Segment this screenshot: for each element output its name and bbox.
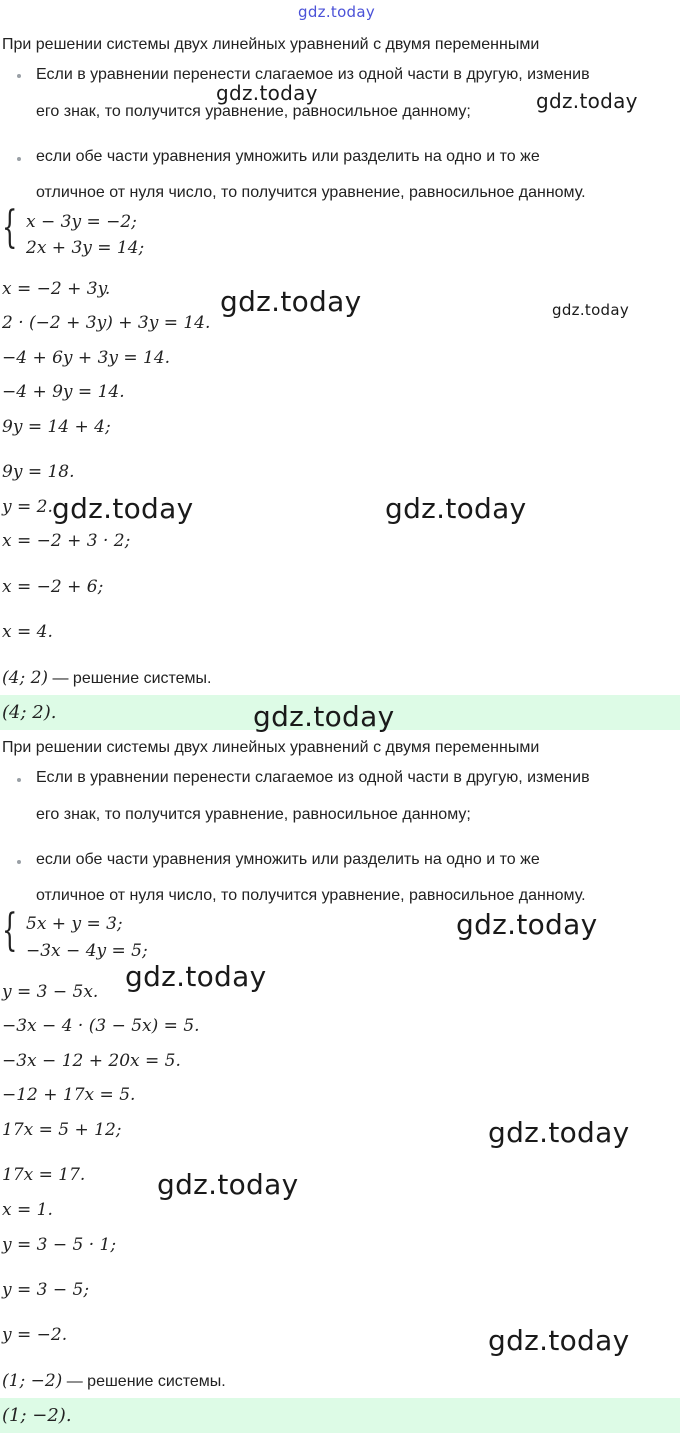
solution-step: x = −2 + 3 · 2; — [2, 531, 131, 551]
bullet-line: Если в уравнении перенести слагаемое из одной части в другую, изменив — [36, 769, 590, 786]
solution-step: y = 2. — [2, 497, 53, 517]
bullet-line: его знак, то получится уравнение, равносильное данному; — [36, 103, 471, 120]
system-equation: 5x + y = 3; — [26, 914, 123, 934]
bullet-dot — [17, 778, 21, 782]
solution-step: −4 + 6y + 3y = 14. — [2, 348, 171, 368]
watermark: gdz.today — [125, 960, 267, 993]
section-intro: При решении системы двух линейных уравнений с двумя переменными — [2, 739, 540, 756]
bullet-dot — [17, 860, 21, 864]
solution-step: x = −2 + 3y. — [2, 279, 111, 299]
watermark: gdz.today — [536, 89, 638, 113]
system-equation: 2x + 3y = 14; — [26, 238, 145, 258]
solution-step: y = −2. — [2, 1325, 68, 1345]
solution-step: 17x = 17. — [2, 1165, 86, 1185]
watermark: gdz.today — [385, 492, 527, 525]
solution-step: 9y = 18. — [2, 462, 75, 482]
section-intro: При решении системы двух линейных уравнений с двумя переменными — [2, 36, 540, 53]
watermark: gdz.today — [52, 492, 194, 525]
watermark: gdz.today — [220, 285, 362, 318]
solution-step: y = 3 − 5 · 1; — [2, 1235, 117, 1255]
answer-box — [0, 1398, 680, 1433]
solution-step: −3x − 12 + 20x = 5. — [2, 1051, 181, 1071]
bullet-line: Если в уравнении перенести слагаемое из одной части в другую, изменив — [36, 66, 590, 83]
watermark: gdz.today — [216, 81, 318, 105]
watermark: gdz.today — [552, 301, 630, 319]
solution-step: y = 3 − 5x. — [2, 982, 99, 1002]
watermark: gdz.today — [488, 1324, 630, 1357]
solution-step: −3x − 4 · (3 − 5x) = 5. — [2, 1016, 200, 1036]
bullet-line: отличное от нуля число, то получится уравнение, равносильное данному. — [36, 184, 586, 201]
bullet-line: отличное от нуля число, то получится уравнение, равносильное данному. — [36, 887, 586, 904]
solution-step: 2 · (−2 + 3y) + 3y = 14. — [2, 313, 211, 333]
solution-pair: (4; 2) — [2, 668, 49, 688]
solution-step: 9y = 14 + 4; — [2, 417, 111, 437]
watermark-top: gdz.today — [298, 3, 376, 21]
bullet-dot — [17, 157, 21, 161]
solution-text: — решение системы. — [48, 670, 212, 687]
watermark: gdz.today — [157, 1168, 299, 1201]
answer-value: (4; 2). — [2, 702, 57, 723]
system-brace: { — [2, 905, 18, 956]
solution-step: x = −2 + 6; — [2, 577, 104, 597]
solution-step: −4 + 9y = 14. — [2, 382, 125, 402]
solution-step: 17x = 5 + 12; — [2, 1120, 122, 1140]
solution-pair: (1; −2) — [2, 1371, 63, 1391]
system-equation: −3x − 4y = 5; — [26, 941, 148, 961]
system-brace: { — [2, 202, 18, 253]
watermark: gdz.today — [456, 908, 598, 941]
system-equation: x − 3y = −2; — [26, 212, 137, 232]
solution-text: — решение системы. — [62, 1373, 226, 1390]
watermark: gdz.today — [488, 1116, 630, 1149]
solution-statement — [2, 668, 212, 688]
bullet-line: его знак, то получится уравнение, равносильное данному; — [36, 806, 471, 823]
solution-step: −12 + 17x = 5. — [2, 1085, 136, 1105]
solution-step: x = 4. — [2, 622, 53, 642]
bullet-line: если обе части уравнения умножить или разделить на одно и то же — [36, 148, 540, 165]
bullet-line: если обе части уравнения умножить или разделить на одно и то же — [36, 851, 540, 868]
solution-step: x = 1. — [2, 1200, 53, 1220]
answer-value: (1; −2). — [2, 1405, 72, 1426]
watermark: gdz.today — [253, 700, 395, 733]
solution-step: y = 3 − 5; — [2, 1280, 90, 1300]
solution-statement — [2, 1371, 226, 1391]
bullet-dot — [17, 74, 21, 78]
